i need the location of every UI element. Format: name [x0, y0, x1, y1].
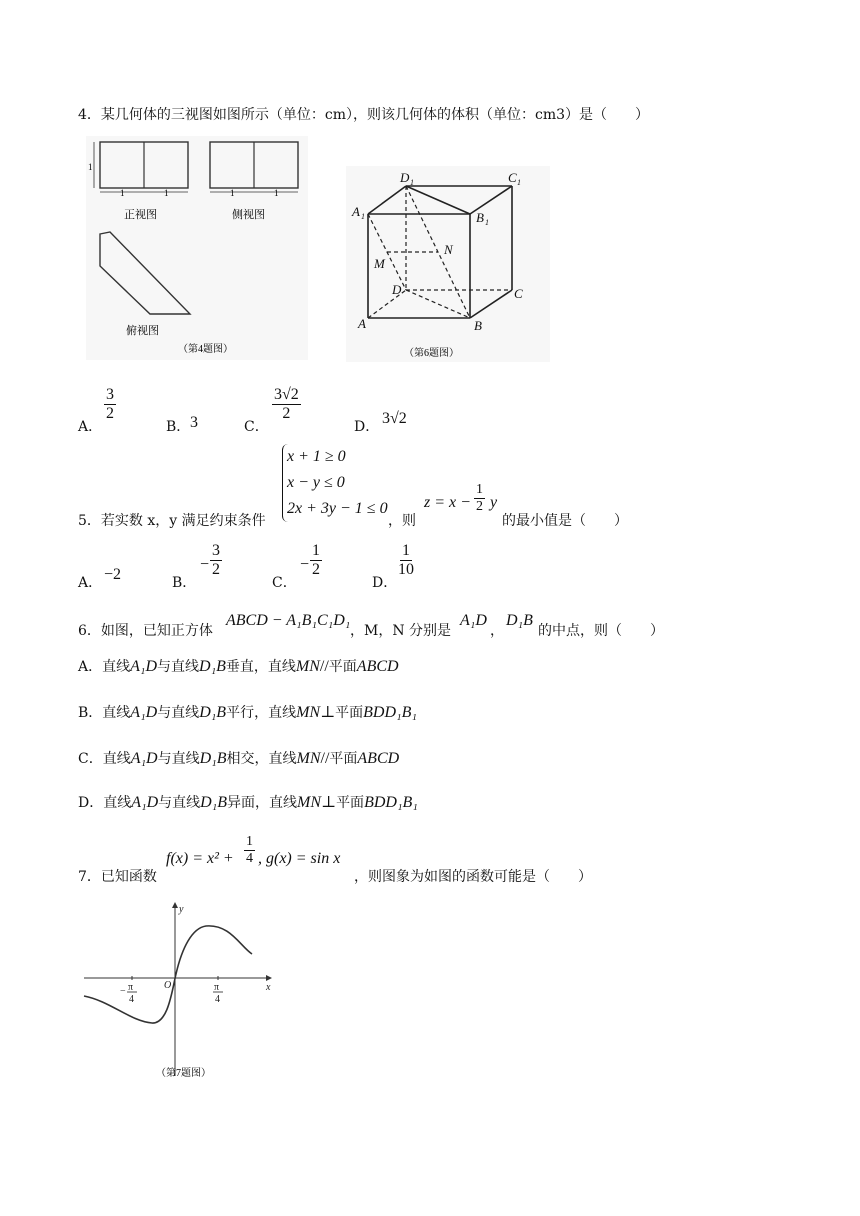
- q6-d1b: D₁B: [506, 612, 533, 629]
- q5-option-b-sign: −: [200, 556, 210, 573]
- q4-option-d-value: 3√2: [382, 410, 407, 427]
- dim-label: 1: [230, 188, 235, 198]
- q6-option-a: A．直线A₁D与直线D₁B垂直，直线MN//平面ABCD: [78, 658, 399, 675]
- q4-option-b-label: B．: [166, 419, 191, 435]
- top-view-label: 俯视图: [126, 325, 159, 337]
- three-view-drawing: [86, 136, 308, 360]
- vertex-c1: C: [508, 170, 517, 185]
- q4-option-d-label: D．: [354, 419, 380, 435]
- q6-option-b: B．直线A₁D与直线D₁B平行，直线MN⊥平面BDD₁B₁: [78, 704, 417, 721]
- q4-option-a-label: A．: [78, 419, 103, 435]
- q5-option-d-label: D．: [372, 575, 398, 591]
- dim-label: 1: [120, 188, 125, 198]
- q4-option-b-value: 3: [190, 414, 198, 431]
- q7-g-def: , g(x) = sin x: [258, 850, 341, 867]
- dim-label: 1: [274, 188, 279, 198]
- q5-objective-fraction: $\frac{1}{2}$: [476, 482, 483, 515]
- q5-then: ，则: [388, 513, 416, 529]
- side-view-label: 侧视图: [232, 209, 265, 221]
- vertex-subscript: 1: [485, 218, 489, 227]
- x-axis-label: x: [266, 982, 271, 993]
- origin-label: O: [164, 980, 172, 991]
- q7-stem-pre: 7．已知函数: [78, 869, 157, 885]
- q5-option-c-label: C．: [272, 575, 297, 591]
- q4-option-c-value: $\frac{3√2}{2}$: [274, 386, 299, 423]
- dim-label: 1: [88, 162, 93, 172]
- vertex-subscript: 1: [410, 178, 414, 187]
- vertex-b: B: [474, 318, 482, 333]
- q5-option-c-sign: −: [300, 556, 310, 573]
- q6-a1d: A₁D: [460, 612, 487, 629]
- fig4-caption: （第4题图）: [178, 344, 233, 355]
- fig7-caption: （第7题图）: [156, 1068, 211, 1079]
- vertex-a1: A: [352, 204, 360, 219]
- vertex-c: C: [514, 286, 523, 301]
- pi-over-4-num: π: [214, 982, 220, 993]
- q5-stem-post: 的最小值是（ ）: [502, 513, 628, 529]
- q7-graph-figure: [80, 896, 276, 1086]
- y-axis-label: y: [179, 904, 184, 915]
- q6-stem-post: 的中点，则（ ）: [538, 623, 664, 639]
- q7-f-lhs: f(x) = x² +: [166, 850, 234, 867]
- q6-option-c: C．直线A₁D与直线D₁B相交，直线MN//平面ABCD: [78, 750, 400, 767]
- pi-over-4-den: 4: [215, 994, 220, 1005]
- q6-cube-figure: [346, 166, 550, 362]
- q4-option-a-value: $\frac{3}{2}$: [106, 386, 114, 423]
- neg-pi-over-4-sign: −: [120, 986, 126, 997]
- constraint-1: x + 1 ≥ 0: [287, 448, 346, 465]
- q5-option-c-value: $\frac{1}{2}$: [312, 542, 320, 579]
- vertex-d: D: [392, 282, 402, 297]
- q7-f-fraction: $\frac{1}{4}$: [246, 834, 253, 867]
- q5-option-b-value: $\frac{3}{2}$: [212, 542, 220, 579]
- constraint-3: 2x + 3y − 1 ≤ 0: [287, 500, 388, 517]
- function-graph: [80, 896, 276, 1086]
- q6-comma: ，: [490, 623, 504, 639]
- q5-option-a-label: A．: [78, 575, 103, 591]
- vertex-a: A: [358, 316, 366, 331]
- q6-stem-pre: 6．如图，已知正方体: [78, 623, 213, 639]
- point-n: N: [444, 242, 453, 257]
- q5-stem-pre: 5．若实数 x，y 满足约束条件: [78, 513, 266, 529]
- q5-option-a-value: −2: [104, 566, 122, 583]
- q4-option-c-label: C．: [244, 419, 269, 435]
- front-view-label: 正视图: [124, 209, 157, 221]
- vertex-subscript: 1: [361, 212, 365, 221]
- q5-constraint-system: [282, 444, 388, 522]
- q5-option-d-value: $\frac{1}{10}$: [398, 542, 414, 579]
- constraint-2: x − y ≤ 0: [287, 474, 345, 491]
- q4-stem: 4．某几何体的三视图如图所示（单位：cm），则该几何体的体积（单位：cm3）是（ ）: [78, 107, 650, 123]
- fig6-caption: （第6题图）: [404, 348, 459, 359]
- q5-option-b-label: B．: [172, 575, 197, 591]
- q5-objective-y: y: [490, 494, 498, 511]
- q4-three-view-figure: [86, 136, 308, 360]
- neg-pi-over-4-den: 4: [129, 994, 134, 1005]
- vertex-b1: B: [476, 210, 484, 225]
- vertex-subscript: 1: [517, 178, 521, 187]
- q6-stem-mid: ，M，N 分别是: [350, 623, 452, 639]
- vertex-d1: D: [400, 170, 410, 185]
- q6-cube-name: ABCD − A₁B₁C₁D₁: [226, 612, 351, 629]
- neg-pi-over-4-num: π: [128, 982, 134, 993]
- dim-label: 1: [164, 188, 169, 198]
- q5-objective-lhs: z = x −: [424, 494, 471, 511]
- q6-option-d: D．直线A₁D与直线D₁B异面，直线MN⊥平面BDD₁B₁: [78, 794, 418, 811]
- point-m: M: [374, 256, 385, 271]
- q7-stem-post: ，则图象为如图的函数可能是（ ）: [354, 869, 592, 885]
- cube-drawing: [346, 166, 550, 362]
